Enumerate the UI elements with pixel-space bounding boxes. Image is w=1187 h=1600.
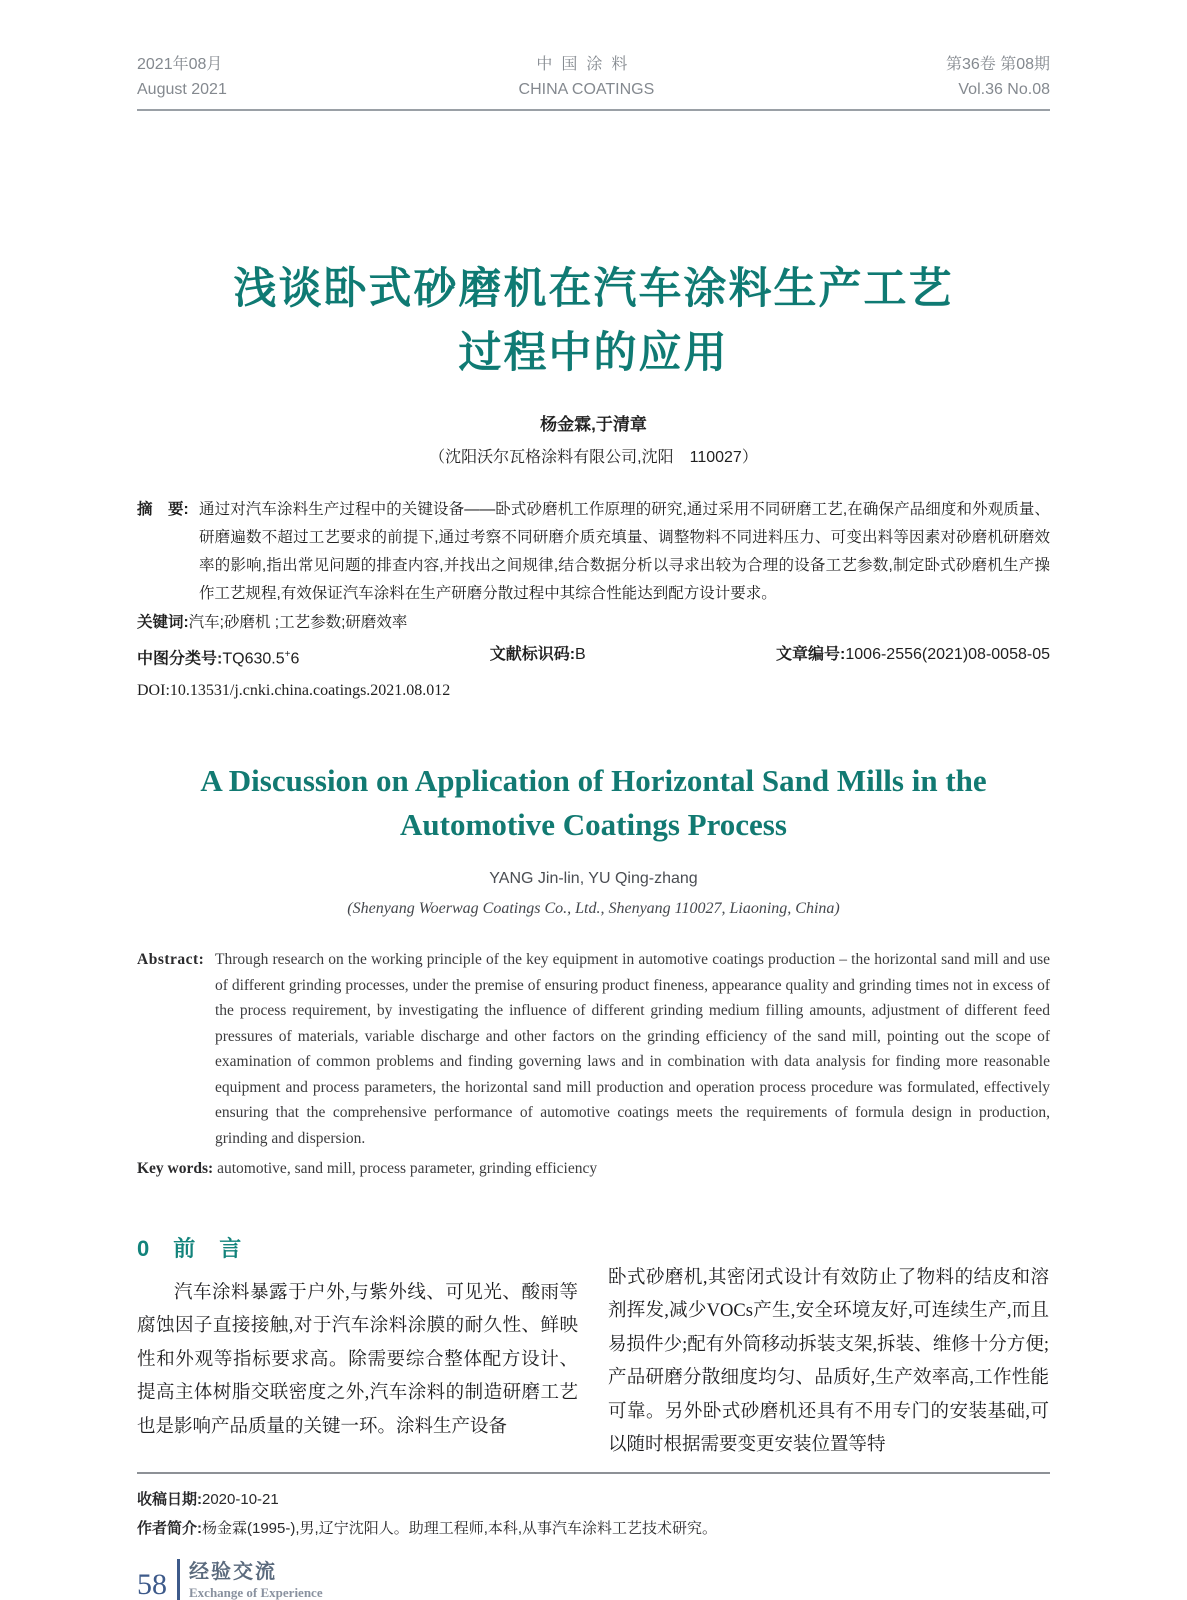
clc-superscript: +: [284, 649, 291, 660]
authors-cn: 杨金霖,于清章: [540, 415, 647, 434]
footer-column-en: Exchange of Experience: [189, 1585, 323, 1600]
article-title-cn: [137, 257, 1050, 385]
abstract-cn-text: 通过对汽车涂料生产过程中的关键设备——卧式砂磨机工作原理的研究,通过采用不同研磨工艺,在确保产品细度和外观质量、研磨遍数不超过工艺要求的前提下,通过考察不同研磨介质充填量、调整物料不同进料压力、可变出料等因素对砂磨机研磨效率的影响,指出常见问题的排查内容,并找出之间规律,结合数据分析以寻求出较为合理的设备工艺参数,制定卧式砂磨机生产操作工艺规程,有效保证汽车涂料在生产研磨分散过程中其综合性能达到配方设计要求。: [199, 501, 1050, 602]
author-bio-value: 杨金霖(1995-),男,辽宁沈阳人。助理工程师,本科,从事汽车涂料工艺技术研究。: [202, 1519, 718, 1537]
article-title-cn-line1: 浅谈卧式砂磨机在汽车涂料生产工艺: [233, 265, 954, 313]
abstract-en-text: Through research on the working principle of the key equipment in automotive coatings production – the horizontal sand mill and use of different grinding processes, under the premise of ensuring product fineness, appearance quality and grinding times not in excess of the process requirement, by investigating the influence of different grinding medium filling amounts, adjustment of different feed pressures of materials, variable discharge and other factors on the grinding efficiency of the sand mill, pointing out the scope of examination of common problems and finding governing laws and in combination with data analysis for finding more reasonable equipment and process parameters, the horizontal sand mill production and operation process procedure was formulated, effectively ensuring that the comprehensive performance of automotive coatings meets the requirements of formula design in production, grinding and dispersion.: [215, 951, 1050, 1147]
document-code-label: 文献标识码:: [489, 646, 576, 663]
article-title-en-line1: A Discussion on Application of Horizontal Sand Mills in the: [200, 763, 987, 799]
header-issue-date: [137, 52, 227, 102]
volume-en: Vol.36 No.08: [958, 81, 1050, 98]
clc-tail: 6: [290, 650, 300, 668]
journal-name-cn: 中国涂料: [536, 56, 637, 73]
received-date-value: 2020-10-21: [202, 1490, 279, 1508]
article-id: [776, 642, 1050, 672]
document-code: [490, 642, 586, 672]
document-code-value: B: [575, 646, 586, 663]
classification-row: [137, 642, 1050, 672]
header-volume-info: [946, 52, 1050, 102]
footer-divider-bar: [177, 1559, 180, 1600]
body-column-left: [137, 1234, 578, 1463]
page-number: 58: [137, 1567, 167, 1600]
keywords-cn-label: 关键词:: [137, 614, 189, 631]
clc-label: 中图分类号:: [137, 650, 223, 668]
keywords-cn: [137, 609, 1050, 637]
volume-cn: 第36卷 第08期: [945, 56, 1050, 73]
abstract-cn: [137, 496, 1050, 608]
header-date-cn: 2021年08月: [137, 56, 223, 73]
footer-column-title: [189, 1560, 323, 1600]
doi-line: DOI:10.13531/j.cnki.china.coatings.2021.08.012: [137, 682, 451, 700]
clc-number: [137, 642, 299, 672]
clc-value: TQ630.5: [222, 650, 285, 668]
header-journal-name: [519, 52, 655, 102]
author-bio-line: [137, 1514, 1050, 1543]
keywords-en: [137, 1156, 1050, 1182]
body-column-right: [608, 1234, 1049, 1463]
journal-header: [137, 52, 1050, 111]
abstract-en-label: Abstract:: [137, 951, 205, 969]
abstract-en: [137, 947, 1050, 1151]
affiliation-cn: （沈阳沃尔瓦格涂料有限公司,沈阳 110027）: [429, 449, 758, 466]
section-0-heading: 0 前 言: [137, 1235, 243, 1261]
section-0-paragraph-left: 汽车涂料暴露于户外,与紫外线、可见光、酸雨等腐蚀因子直接接触,对于汽车涂料涂膜的耐久性、鲜映性和外观等指标要求高。除需要综合整体配方设计、提高主体树脂交联密度之外,汽车涂料的制造研磨工艺也是影响产品质量的关键一环。涂料生产设备: [137, 1282, 578, 1437]
author-bio-label: 作者简介:: [137, 1519, 202, 1537]
article-title-en-line2: Automotive Coatings Process: [400, 807, 787, 843]
body-columns: [137, 1234, 1050, 1463]
affiliation-en: (Shenyang Woerwag Coatings Co., Ltd., Shenyang 110027, Liaoning, China): [347, 900, 840, 918]
received-date-line: [137, 1485, 1050, 1514]
first-page-footnote: [137, 1472, 1050, 1543]
journal-name-en: CHINA COATINGS: [518, 81, 655, 98]
abstract-cn-label: 摘 要:: [137, 501, 189, 518]
page-content: [137, 52, 1050, 1600]
keywords-en-text: automotive, sand mill, process parameter, grinding efficiency: [217, 1160, 598, 1178]
keywords-cn-text: 汽车;砂磨机 ;工艺参数;研磨效率: [188, 614, 408, 631]
article-title-en: [137, 759, 1050, 847]
page-footer: [137, 1559, 1050, 1600]
received-date-label: 收稿日期:: [137, 1490, 202, 1508]
authors-en: YANG Jin-lin, YU Qing-zhang: [489, 870, 698, 888]
footer-column-cn: 经验交流: [189, 1561, 277, 1584]
article-id-label: 文章编号:: [776, 646, 846, 663]
section-0-paragraph-right: 卧式砂磨机,其密闭式设计有效防止了物料的结皮和溶剂挥发,减少VOCs产生,安全环境友好,可连续生产,而且易损件少;配有外筒移动拆装支架,拆装、维修十分方便;产品研磨分散细度均匀、品质好,生产效率高,工作性能可靠。另外卧式砂磨机还具有不用专门的安装基础,可以随时根据需要变更安装位置等特: [608, 1267, 1049, 1456]
header-date-en: August 2021: [137, 81, 227, 98]
keywords-en-label: Key words:: [137, 1160, 214, 1178]
article-title-cn-line2: 过程中的应用: [458, 329, 729, 377]
article-id-value: 1006-2556(2021)08-0058-05: [845, 646, 1050, 663]
